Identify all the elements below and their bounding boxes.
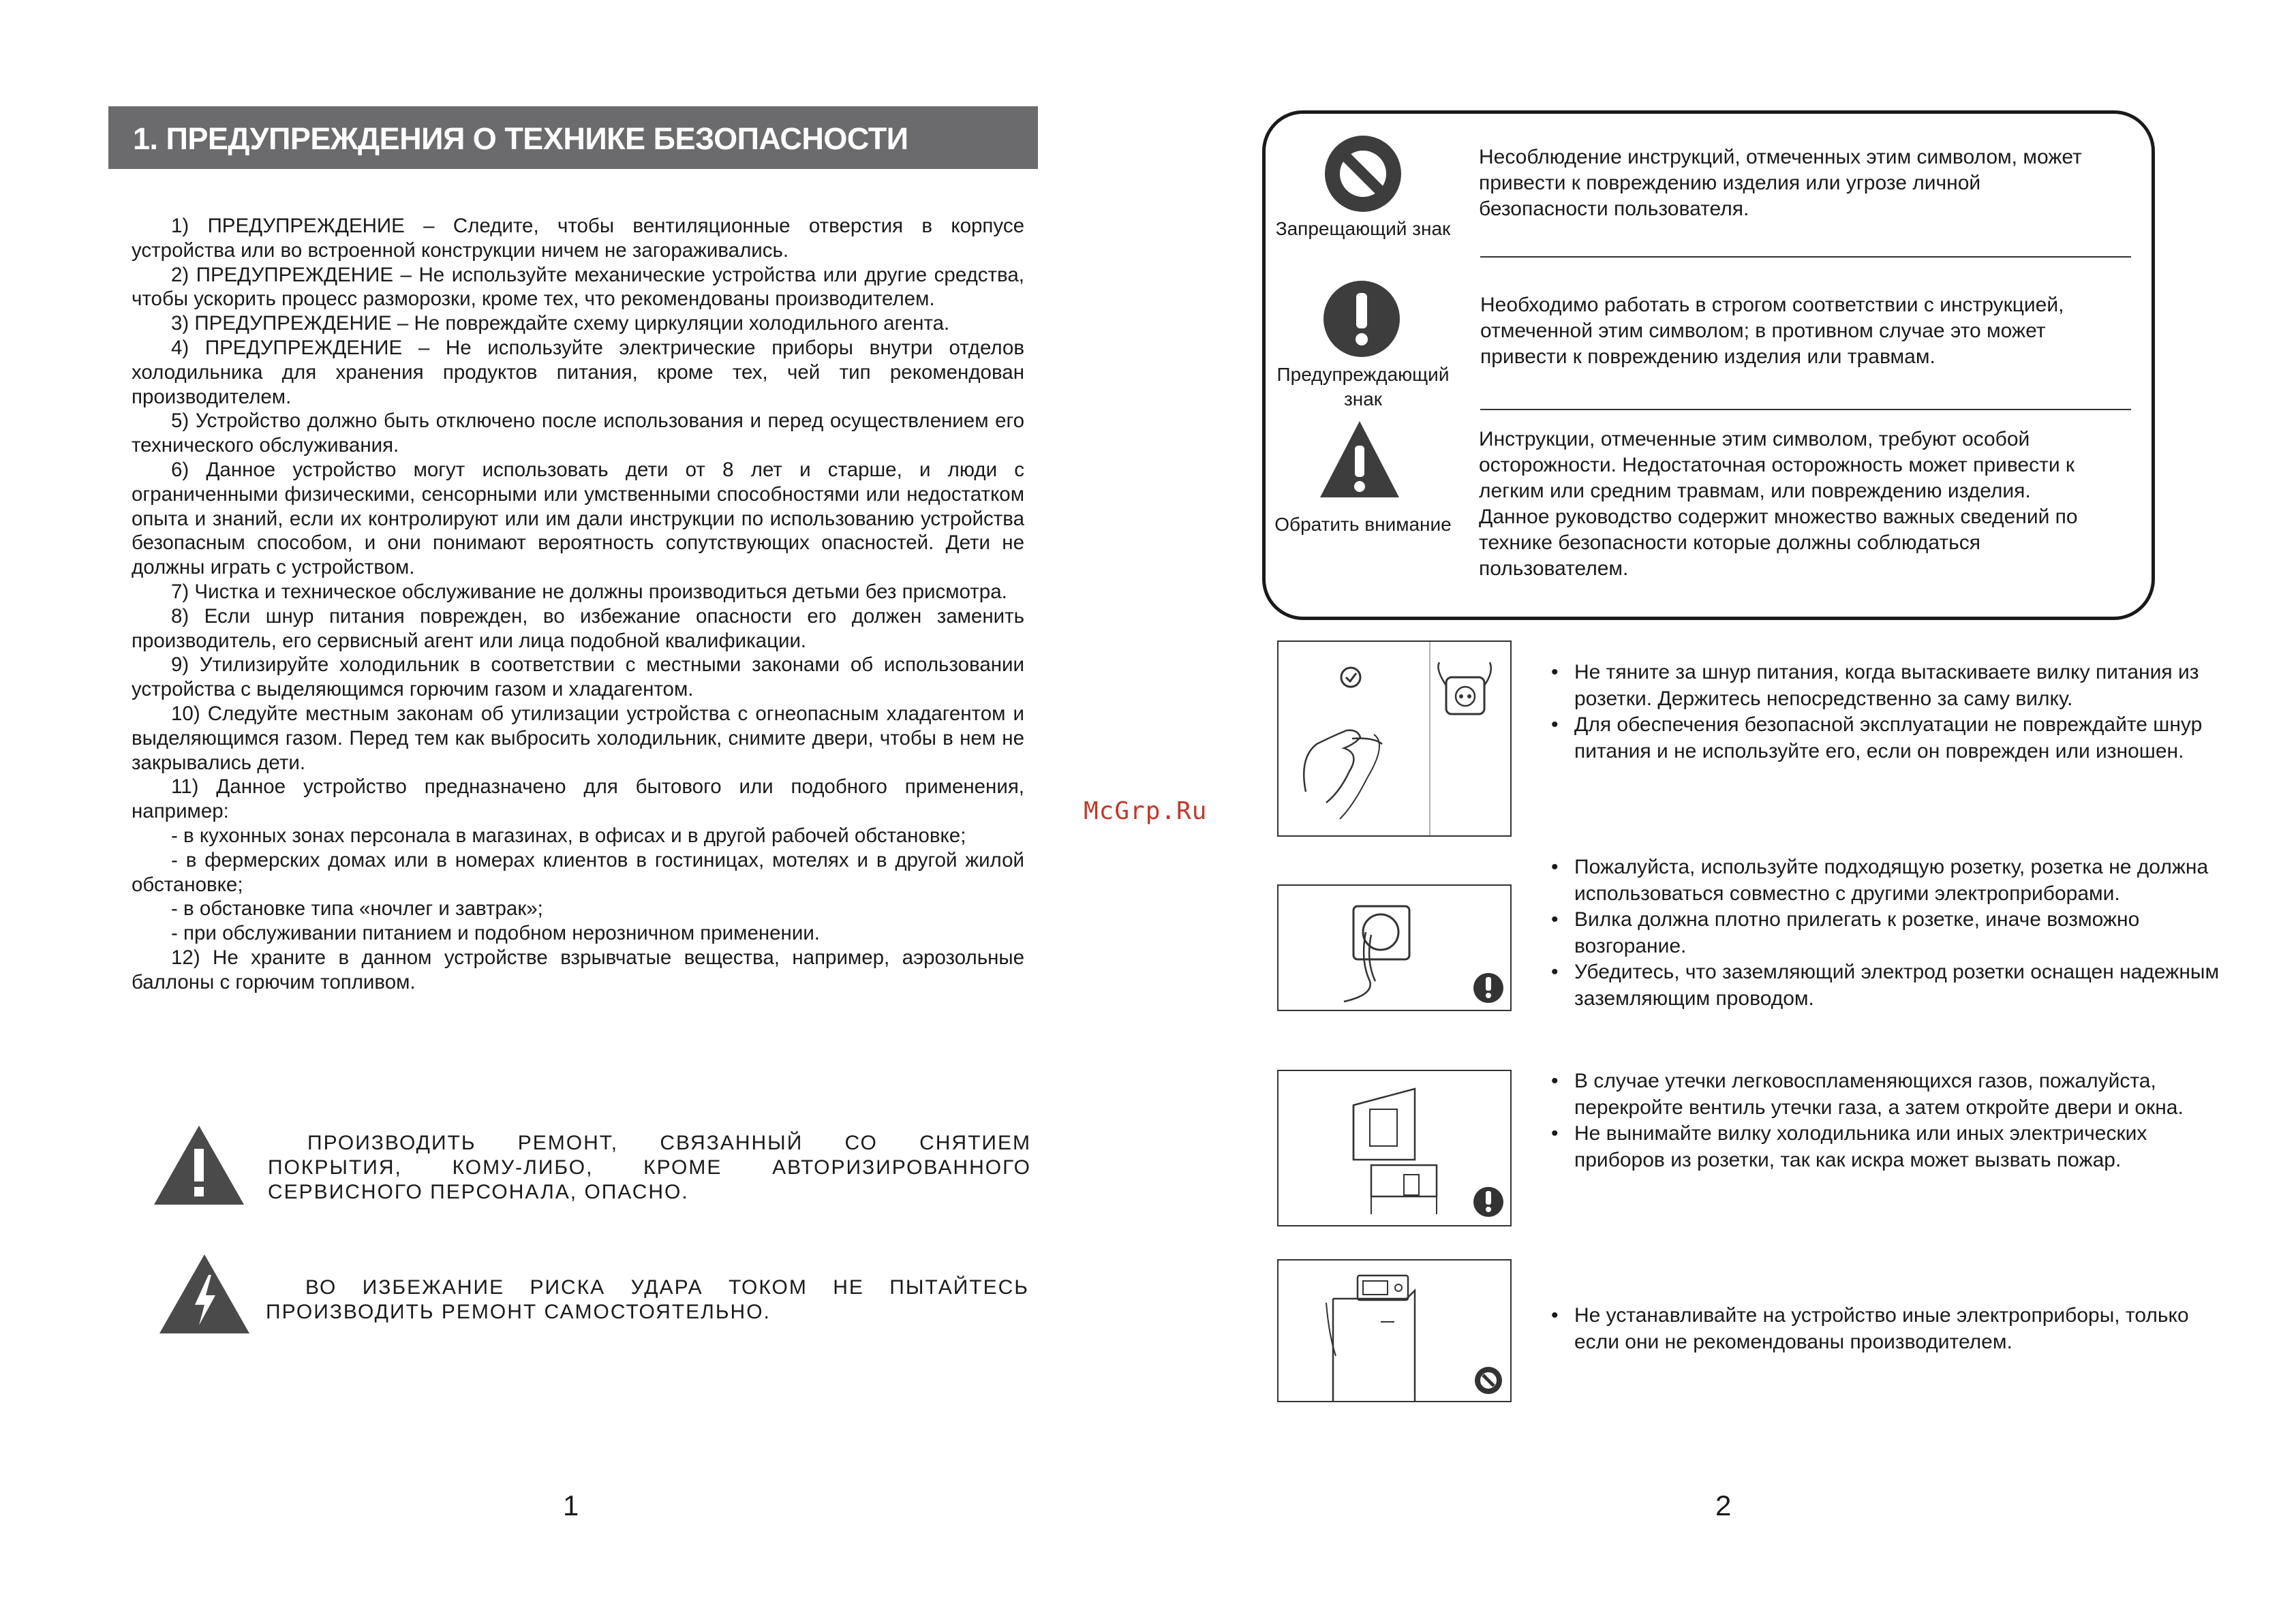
- bullets-socket: [1550, 854, 2231, 1012]
- symbol-text-attention: [1479, 427, 2106, 582]
- warning-item: 9) Утилизируйте холодильник в соответствии с местными законами об использовании устройства с выделяющимся горючим газом и хладагентом.: [132, 653, 1024, 701]
- bullet-item: • Не устанавливайте на устройство иные электроприборы, только если они не рекомендованы производителем.: [1574, 1303, 2231, 1355]
- symbol-text-attention-main: Инструкции, отмеченные этим символом, требуют особой осторожности. Недостаточная осторожность может привести к легким или средним травмам, или повреждению изделия.: [1479, 428, 2075, 502]
- bullets-appliance-on-top: [1550, 1303, 2231, 1355]
- exclamation-triangle-icon: [151, 1123, 247, 1207]
- warning-item: 2) ПРЕДУПРЕЖДЕНИЕ – Не используйте механические устройства или другие средства, чтобы ускорить процесс разморозки, кроме тех, что рекомендованы производителем.: [132, 263, 1024, 311]
- prohibition-icon: [1322, 133, 1404, 215]
- warning-subitem: - при обслуживании питанием и подобном нерозничном применении.: [171, 922, 820, 945]
- notice-repair-text: ПРОИЗВОДИТЬ РЕМОНТ, СВЯЗАННЫЙ СО СНЯТИЕМ ПОКРЫТИЯ, КОМУ-ЛИБО, КРОМЕ АВТОРИЗИРОВАННОГО СЕРВИСНОГО ПЕРСОНАЛА, ОПАСНО.: [268, 1132, 1031, 1203]
- symbol-label-attention: Обратить внимание: [1274, 514, 1452, 535]
- bullets-power-cord: [1550, 660, 2231, 764]
- warning-item: 7) Чистка и техническое обслуживание не должны производиться детьми без присмотра.: [171, 580, 1007, 603]
- illustration-socket: [1277, 884, 1512, 1011]
- bullet-item: • Не вынимайте вилку холодильника или иных электрических приборов из розетки, так как искра может вызвать пожар.: [1574, 1121, 2231, 1173]
- symbol-label-warning: Предупреждающий знак: [1276, 364, 1450, 409]
- symbol-text-attention-extra: Данное руководство содержит множество важных сведений по технике безопасности которые должны соблюдаться пользователем.: [1479, 506, 2078, 580]
- divider: [1480, 256, 2131, 258]
- warning-subitem: - в кухонных зонах персонала в магазинах, в офисах и в другой рабочей обстановке;: [171, 824, 966, 847]
- notice-shock-text: ВО ИЗБЕЖАНИЕ РИСКА УДАРА ТОКОМ НЕ ПЫТАЙТЕСЬ ПРОИЗВОДИТЬ РЕМОНТ САМОСТОЯТЕЛЬНО.: [266, 1276, 1029, 1323]
- pull-plug-drawing-icon: [1279, 642, 1510, 835]
- illustration-gas-leak: [1277, 1070, 1512, 1226]
- illustration-appliance-on-top: [1277, 1259, 1512, 1402]
- bullet-item: • Убедитесь, что заземляющий электрод розетки оснащен надежным заземляющим проводом.: [1574, 959, 2231, 1012]
- bullet-item: • Не тяните за шнур питания, когда вытаскиваете вилку питания из розетки. Держитесь непосредственно за саму вилку.: [1574, 660, 2231, 712]
- warning-item: 8) Если шнур питания поврежден, во избежание опасности его должен заменить производитель, его сервисный агент или лица подобной квалификации.: [132, 604, 1024, 652]
- symbol-label-prohibition: Запрещающий знак: [1275, 218, 1451, 239]
- warning-subitem: - в обстановке типа «ночлег и завтрак»;: [171, 897, 543, 921]
- attention-triangle-icon: [1319, 418, 1400, 500]
- warning-item: 12) Не храните в данном устройстве взрывчатые вещества, например, аэрозольные баллоны с горючим топливом.: [132, 946, 1024, 993]
- warning-item: 6) Данное устройство могут использовать дети от 8 лет и старше, и люди с ограниченными физическими, сенсорными или умственными способностями или недостатком опыта и знаний, если их контролируют или им дали инструкции по использованию устройства безопасным способом, и они понимают вероятность сопутствующих опасностей. Дети не должны играть с устройством.: [132, 458, 1024, 579]
- watermark: McGrp.Ru: [1084, 797, 1208, 825]
- bullet-item: • В случае утечки легковоспламеняющихся газов, пожалуйста, перекройте вентиль утечки газа, а затем откройте двери и окна.: [1574, 1068, 2231, 1121]
- warning-item: 3) ПРЕДУПРЕЖДЕНИЕ – Не повреждайте схему циркуляции холодильного агента.: [171, 312, 950, 335]
- warning-subitem: - в фермерских домах или в номерах клиентов в гостиницах, мотелях и в другой жилой обстановке;: [132, 848, 1024, 896]
- symbol-text-warning: Необходимо работать в строгом соответствии с инструкцией, отмеченной этим символом; в противном случае это может привести к повреждению изделия или травмам.: [1480, 294, 2064, 368]
- warning-item: 11) Данное устройство предназначено для бытового или подобного применения, например:: [132, 775, 1024, 823]
- warning-item: 1) ПРЕДУПРЕЖДЕНИЕ – Следите, чтобы вентиляционные отверстия в корпусе устройства или во встроенной конструкции ничем не загораживались.: [132, 215, 1024, 262]
- page-number-left: 1: [563, 1489, 579, 1521]
- divider: [1480, 409, 2131, 410]
- symbol-text-prohibition: Несоблюдение инструкций, отмеченных этим символом, может привести к повреждению изделия или угрозе личной безопасности пользователя.: [1479, 146, 2082, 220]
- warning-item: 10) Следуйте местным законам об утилизации устройства с огнеопасным хладагентом и выделяющимся газом. Перед тем как выбросить холодильник, снимите двери, чтобы в нем не закрывались дети.: [132, 702, 1024, 774]
- warning-item: 5) Устройство должно быть отключено после использования и перед осуществлением его технического обслуживания.: [132, 409, 1024, 457]
- bullet-item: • Для обеспечения безопасной эксплуатации не повреждайте шнур питания и не используйте его, если он поврежден или изношен.: [1574, 712, 2231, 764]
- socket-drawing-icon: [1279, 886, 1510, 1010]
- appliance-on-top-drawing-icon: [1279, 1261, 1510, 1401]
- bullets-gas-leak: [1550, 1068, 2231, 1173]
- electric-shock-triangle-icon: [157, 1252, 252, 1336]
- warning-item: 4) ПРЕДУПРЕЖДЕНИЕ – Не используйте электрические приборы внутри отделов холодильника для хранения продуктов питания, кроме тех, чей тип рекомендован производителем.: [132, 336, 1024, 408]
- bullet-item: • Вилка должна плотно прилегать к розетке, иначе возможно возгорание.: [1574, 907, 2231, 959]
- page-number-right: 2: [1715, 1489, 1732, 1521]
- warning-circle-icon: [1321, 278, 1403, 360]
- section-title: 1. ПРЕДУПРЕЖДЕНИЯ О ТЕХНИКЕ БЕЗОПАСНОСТИ: [133, 121, 908, 156]
- illustration-pull-plug: [1277, 640, 1512, 837]
- bullet-item: • Пожалуйста, используйте подходящую розетку, розетка не должна использоваться совместно с другими электроприборами.: [1574, 854, 2231, 907]
- gas-leak-drawing-icon: [1279, 1071, 1510, 1225]
- warnings-list: [132, 214, 1024, 995]
